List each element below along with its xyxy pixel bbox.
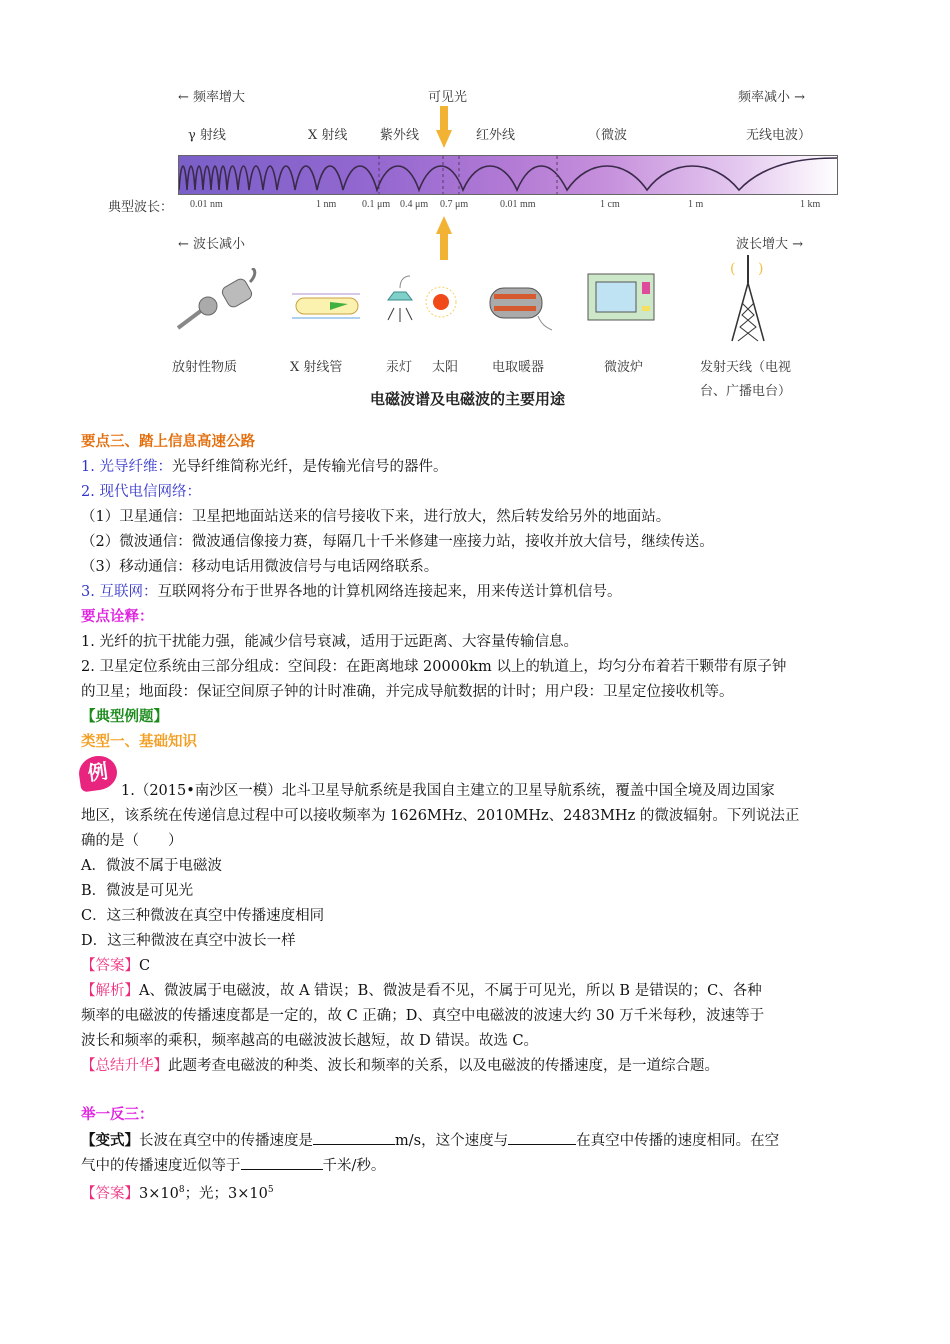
item-head: 1. 光导纤维： — [81, 459, 172, 475]
freq-decrease-label: 频率减小 → — [738, 90, 806, 105]
use-microwave-oven: 微波炉 — [604, 360, 644, 375]
type-title: 类型一、基础知识 — [81, 734, 197, 750]
item-head: 3. 互联网： — [81, 584, 158, 600]
analysis-text: A、微波属于电磁波，故 A 错误；B、微波是看不见，不属于可见光，所以 B 是错误的；C、各种 — [139, 983, 762, 999]
sub-item: （1）卫星通信：卫星把地面站送来的信号接收下来，进行放大，然后转发给另外的地面站。 — [81, 509, 671, 525]
use-heater: 电取暖器 — [492, 360, 545, 375]
analysis-text: 频率的电磁波的传播速度都是一定的，故 C 正确；D、真空中电磁波的波速大约 30 万千米每秒，波速等于 — [81, 1008, 765, 1024]
use-antenna-2: 台、广播电台） — [700, 384, 792, 399]
option-d: D．这三种微波在真空中波长一样 — [81, 933, 296, 949]
variant-text: 千米/秒。 — [322, 1158, 386, 1174]
wavelength-label: 典型波长： — [108, 200, 174, 215]
tick-label: 0.01 mm — [500, 199, 536, 210]
radioactive-source-icon — [172, 268, 272, 338]
example-1 — [81, 779, 871, 1079]
band-uv: 紫外线 — [380, 128, 420, 143]
answer-label: 【答案】 — [81, 1185, 139, 1202]
notes-title: 要点诠释： — [81, 609, 154, 625]
wave-icon — [179, 156, 837, 194]
option-c: C．这三种微波在真空中传播速度相同 — [81, 908, 325, 924]
tick-label: 1 km — [800, 199, 821, 210]
analysis-text: 波长和频率的乘积，频率越高的电磁波波长越短，故 D 错误。故选 C。 — [81, 1033, 539, 1049]
section-title: 要点三、踏上信息高速公路 — [81, 434, 255, 450]
variant-text: m/s，这个速度与 — [395, 1133, 509, 1149]
tick-label: 0.7 μm — [440, 199, 469, 210]
tick-label: 1 nm — [316, 199, 337, 210]
band-xray: X 射线 — [308, 128, 348, 143]
down-arrow-icon — [436, 106, 452, 150]
band-ir: 红外线 — [476, 128, 516, 143]
tick-label: 0.1 μm — [362, 199, 391, 210]
mercury-lamp-icon — [380, 274, 420, 334]
band-microwave: （微波 — [588, 128, 628, 143]
answer-label: 【答案】 — [81, 958, 139, 974]
variant-text: 气中的传播速度近似等于 — [81, 1158, 241, 1174]
answer-value: C — [139, 958, 151, 974]
exponent: 8 — [178, 1185, 185, 1195]
microwave-oven-icon — [586, 268, 656, 324]
note-item: 1. 光纤的抗干扰能力强，能减少信号衰减，适用于远距离、大容量传输信息。 — [81, 634, 578, 650]
use-xray-tube: X 射线管 — [290, 360, 343, 375]
tick-label: 0.01 nm — [190, 199, 223, 210]
question-line: 确的是（ ） — [81, 833, 183, 849]
freq-increase-label: ← 频率增大 — [178, 90, 246, 105]
up-arrow-icon — [436, 216, 452, 260]
analysis-label: 【解析】 — [81, 983, 139, 999]
item-body: 光导纤维简称光纤，是传输光信号的器件。 — [171, 459, 448, 475]
answer-blank[interactable] — [241, 1153, 323, 1170]
answer-blank[interactable] — [313, 1128, 395, 1145]
answer-blank[interactable] — [508, 1128, 576, 1145]
examples-title: 【典型例题】 — [81, 709, 168, 725]
use-sun: 太阳 — [432, 360, 459, 375]
wavelength-increase-label: 波长增大 → — [736, 237, 804, 252]
electric-heater-icon — [478, 274, 558, 334]
svg-text:(: ( — [730, 261, 736, 277]
section-3 — [81, 430, 871, 755]
tick-label: 1 cm — [600, 199, 620, 210]
use-antenna-1: 发射天线（电视 — [700, 360, 792, 375]
tick-label: 1 m — [688, 199, 704, 210]
summary-text: 此题考查电磁波的种类、波长和频率的关系，以及电磁波的传播速度，是一道综合题。 — [168, 1058, 719, 1074]
item-body: 互联网将分布于世界各地的计算机网络连接起来，用来传送计算机信号。 — [157, 584, 622, 600]
tick-label: 0.4 μm — [400, 199, 429, 210]
band-gamma: γ 射线 — [188, 128, 226, 143]
question-line: 地区，该系统在传递信息过程中可以接收频率为 1626MHz、2010MHz、2483MHz 的微波辐射。下列说法正 — [81, 808, 800, 824]
question-line: 1.（2015•南沙区一模）北斗卫星导航系统是我国自主建立的卫星导航系统，覆盖中国全境及周边国家 — [121, 783, 775, 799]
summary-label: 【总结升华】 — [81, 1058, 168, 1074]
em-spectrum-figure — [100, 78, 860, 418]
note-item: 2. 卫星定位系统由三部分组成：空间段：在距离地球 20000km 以上的轨道上，均匀分布着若干颗带有原子钟 — [81, 659, 787, 675]
item-head: 2. 现代电信网络： — [81, 484, 201, 500]
wavelength-decrease-label: ← 波长减小 — [178, 237, 246, 252]
answer-value: 3×10 — [139, 1185, 179, 1202]
practice-title: 举一反三： — [81, 1107, 154, 1123]
antenna-tower-icon — [718, 253, 778, 343]
note-item: 的卫星；地面段：保证空间原子钟的计时准确，并完成导航数据的计时；用户段：卫星定位接收机等。 — [81, 684, 734, 700]
practice-section — [81, 1103, 871, 1203]
use-radioactive: 放射性物质 — [172, 360, 238, 375]
sub-item: （3）移动通信：移动电话用微波信号与电话网络联系。 — [81, 559, 439, 575]
variant-text: 在真空中传播的速度相同。在空 — [576, 1133, 780, 1149]
example-badge: 例 — [77, 754, 119, 793]
use-mercury-lamp: 汞灯 — [386, 360, 413, 375]
option-a: A．微波不属于电磁波 — [81, 858, 222, 874]
variant-text: 长波在真空中的传播速度是 — [139, 1133, 313, 1149]
figure-caption: 电磁波谱及电磁波的主要用途 — [370, 390, 566, 408]
sub-item: （2）微波通信：微波通信像接力赛，每隔几十千米修建一座接力站，接收并放大信号，继续传送。 — [81, 534, 714, 550]
svg-text:): ) — [758, 261, 764, 277]
option-b: B．微波是可见光 — [81, 883, 194, 899]
exponent: 5 — [267, 1185, 274, 1195]
xray-tube-icon — [290, 290, 370, 330]
answer-value: ；光；3×10 — [184, 1185, 268, 1202]
band-radio: 无线电波） — [746, 128, 812, 143]
sun-icon — [423, 284, 459, 320]
spectrum-band — [178, 155, 838, 195]
visible-light-label: 可见光 — [428, 90, 468, 105]
variant-label: 【变式】 — [81, 1133, 139, 1149]
